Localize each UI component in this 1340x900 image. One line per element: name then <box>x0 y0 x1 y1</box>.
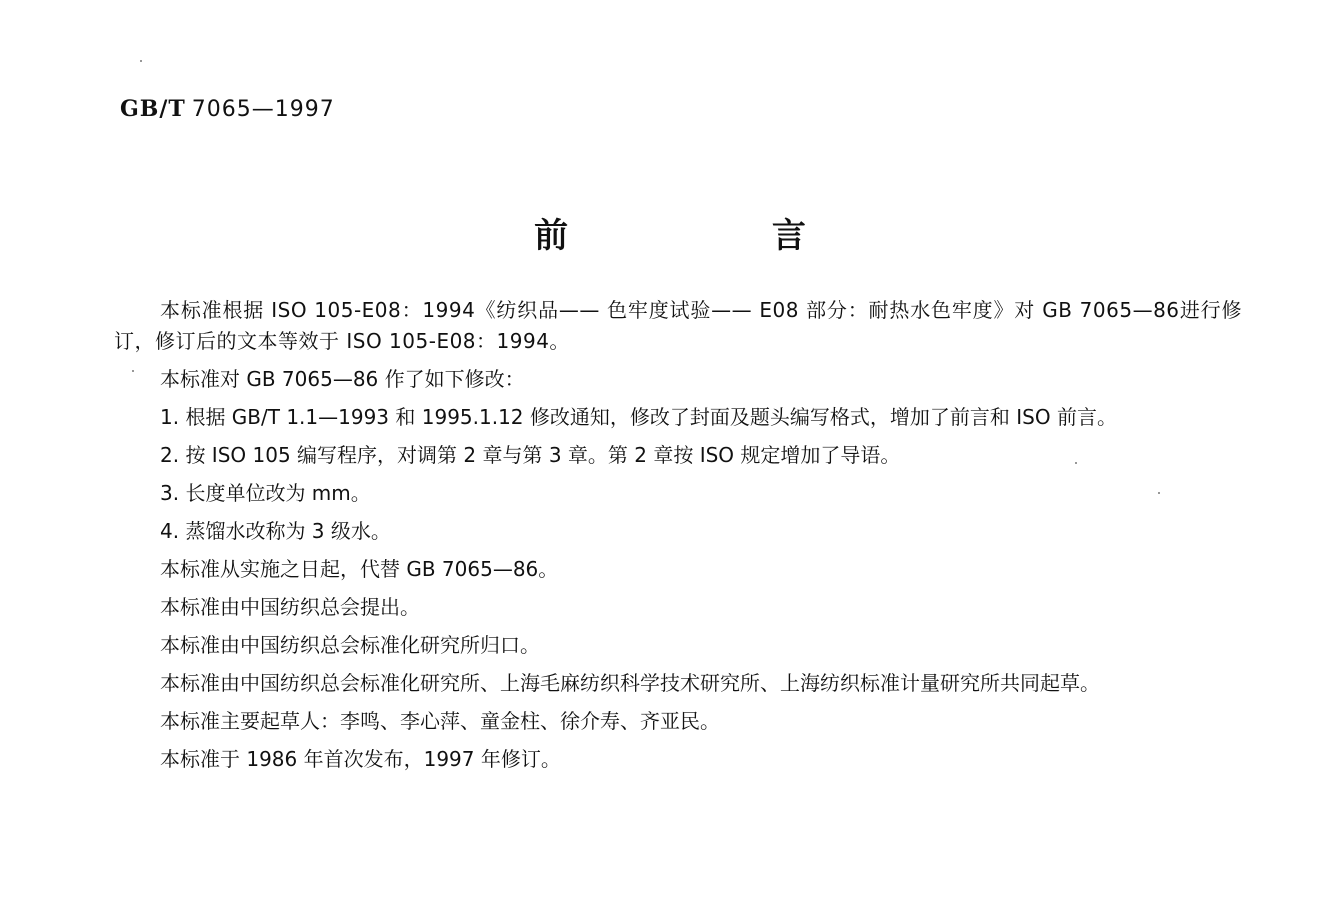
paragraph-centralized-by: 本标准由中国纺织总会标准化研究所归口。 <box>160 633 540 657</box>
paragraph-history: 本标准于 1986 年首次发布，1997 年修订。 <box>160 747 561 771</box>
paragraph-change-1: 1. 根据 GB/T 1.1—1993 和 1995.1.12 修改通知，修改了封面及题头编写格式，增加了前言和 ISO 前言。 <box>160 405 1117 429</box>
paragraph-change-2: 2. 按 ISO 105 编写程序，对调第 2 章与第 3 章。第 2 章按 ISO 规定增加了导语。 <box>160 443 901 467</box>
standard-number: 7065—1997 <box>191 97 335 122</box>
standard-prefix: GB/T <box>120 96 186 122</box>
scan-speck <box>132 370 134 372</box>
paragraph-change-4: 4. 蒸馏水改称为 3 级水。 <box>160 519 391 543</box>
scan-speck <box>1158 492 1160 494</box>
paragraph-drafters: 本标准主要起草人：李鸣、李心萍、童金柱、徐介寿、齐亚民。 <box>160 709 720 733</box>
paragraph-drafted-by: 本标准由中国纺织总会标准化研究所、上海毛麻纺织科学技术研究所、上海纺织标准计量研究所共同起草。 <box>160 671 1100 695</box>
paragraph-basis: 本标准根据 ISO 105-E08：1994《纺织品—— 色牢度试验—— E08 部分：耐热水色牢度》对 GB 7065—86进行修订，修订后的文本等效于 ISO 105-E08：1994。 <box>114 298 1242 353</box>
paragraph-replaces: 本标准从实施之日起，代替 GB 7065—86。 <box>160 557 559 581</box>
standard-code <box>120 96 335 122</box>
paragraph-change-3: 3. 长度单位改为 mm。 <box>160 481 371 505</box>
scan-speck <box>1075 462 1077 464</box>
page-title: 前 言 <box>534 216 902 256</box>
paragraph-changes-intro: 本标准对 GB 7065—86 作了如下修改： <box>160 367 525 391</box>
scan-speck <box>140 60 142 62</box>
paragraph-proposed-by: 本标准由中国纺织总会提出。 <box>160 595 420 619</box>
document-body <box>114 295 1242 782</box>
